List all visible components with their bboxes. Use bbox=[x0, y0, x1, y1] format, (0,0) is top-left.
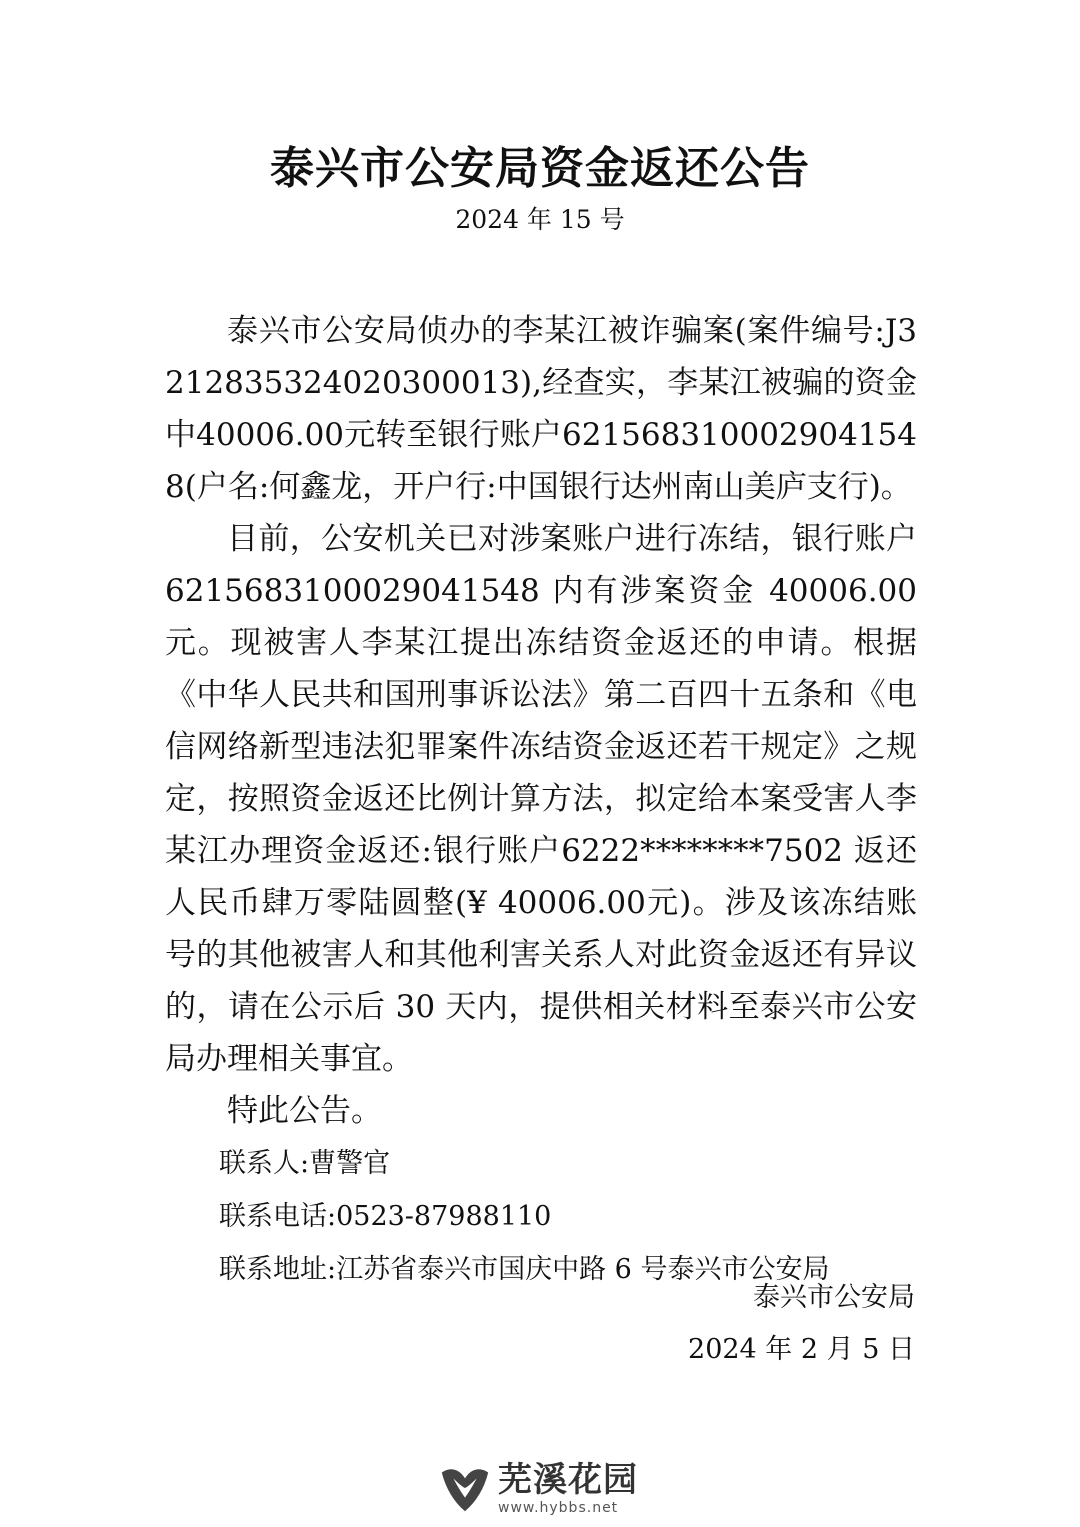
site-watermark bbox=[436, 1456, 646, 1520]
document-title: 泰兴市公安局资金返还公告 bbox=[270, 143, 810, 194]
contact-address: 联系地址:江苏省泰兴市国庆中路 6 号泰兴市公安局 bbox=[219, 1254, 830, 1285]
issuer-name: 泰兴市公安局 bbox=[753, 1282, 915, 1313]
issue-date: 2024 年 2 月 5 日 bbox=[688, 1334, 915, 1365]
watermark-site-name: 芜溪花园 bbox=[498, 1460, 638, 1500]
closing-statement: 特此公告。 bbox=[227, 1093, 382, 1129]
contact-phone: 联系电话:0523-87988110 bbox=[219, 1201, 552, 1232]
bird-logo-icon bbox=[436, 1459, 494, 1517]
watermark-text bbox=[498, 1460, 638, 1516]
watermark-site-url: www.hybbs.net bbox=[498, 1500, 619, 1516]
paragraph-case-details: 泰兴市公安局侦办的李某江被诈骗案(案件编号:J3212835324020300013),经查实，李某江被骗的资金中40006.00元转至银行账户6215683100029041548(户名:何鑫龙，开户行:中国银行达州南山美庐支行)。 bbox=[165, 313, 917, 505]
document-number: 2024 年 15 号 bbox=[455, 205, 625, 234]
contact-person: 联系人:曹警官 bbox=[219, 1148, 391, 1179]
signature-block bbox=[688, 1272, 915, 1376]
paragraph-refund-details: 目前，公安机关已对涉案账户进行冻结，银行账户6215683100029041548 内有涉案资金 40006.00 元。现被害人李某江提出冻结资金返还的申请。根据《中华人民共和国刑事诉讼法》第二百四十五条和《电信网络新型违法犯罪案件冻结资金返还若干规定》之规定，按照资金返还比例计算方法，拟定给本案受害人李某江办理资金返还:银行账户6222********7502 返还人民币肆万零陆圆整(¥ 40006.00元)。涉及该冻结账号的其他被害人和其他利害关系人对此资金返还有异议的，请在公示后 30 天内，提供相关材料至泰兴市公安局办理相关事宜。 bbox=[165, 521, 917, 1077]
document-body bbox=[165, 305, 917, 1296]
